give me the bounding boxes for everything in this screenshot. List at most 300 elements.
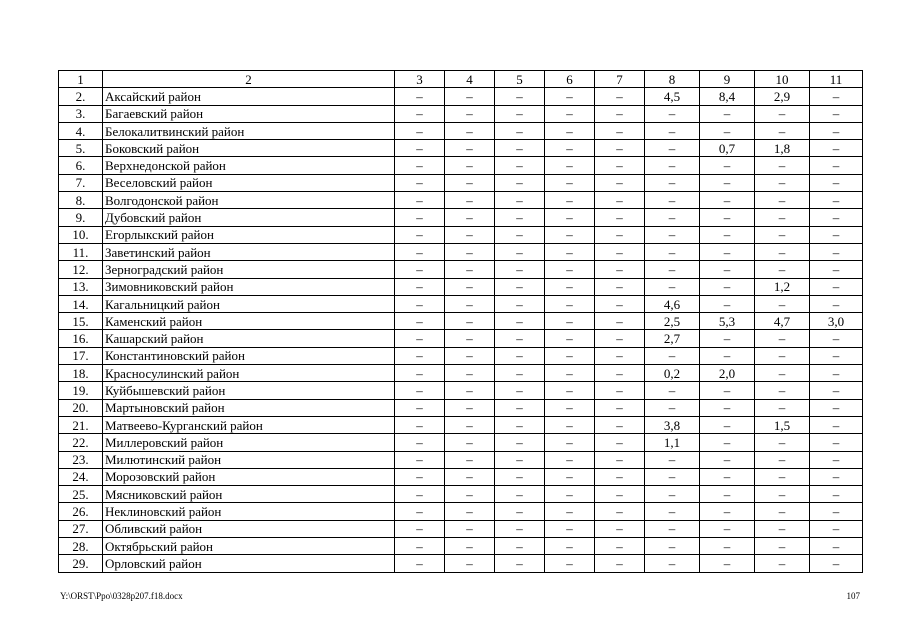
- value-cell: –: [595, 555, 645, 572]
- value-cell: –: [595, 468, 645, 485]
- value-cell: –: [445, 347, 495, 364]
- value-cell: 2,5: [645, 313, 700, 330]
- value-cell: –: [595, 157, 645, 174]
- value-cell: –: [445, 209, 495, 226]
- value-cell: –: [645, 174, 700, 191]
- value-cell: –: [545, 105, 595, 122]
- table-row: [59, 313, 863, 330]
- value-cell: 1,8: [755, 140, 810, 157]
- value-cell: –: [755, 555, 810, 572]
- value-cell: –: [595, 192, 645, 209]
- column-header: 9: [700, 71, 755, 88]
- value-cell: –: [495, 313, 545, 330]
- column-header: 2: [103, 71, 395, 88]
- value-cell: –: [700, 209, 755, 226]
- value-cell: –: [495, 555, 545, 572]
- column-header: 5: [495, 71, 545, 88]
- row-number-cell: 10.: [59, 226, 103, 243]
- district-name-cell: Боковский район: [103, 140, 395, 157]
- value-cell: –: [755, 451, 810, 468]
- value-cell: –: [395, 486, 445, 503]
- value-cell: –: [810, 261, 863, 278]
- value-cell: –: [700, 261, 755, 278]
- value-cell: –: [700, 382, 755, 399]
- row-number-cell: 2.: [59, 88, 103, 105]
- value-cell: –: [445, 451, 495, 468]
- value-cell: –: [645, 382, 700, 399]
- value-cell: –: [545, 555, 595, 572]
- value-cell: –: [495, 278, 545, 295]
- value-cell: –: [645, 243, 700, 260]
- value-cell: –: [810, 192, 863, 209]
- value-cell: –: [445, 295, 495, 312]
- value-cell: –: [395, 192, 445, 209]
- district-name-cell: Красносулинский район: [103, 365, 395, 382]
- district-name-cell: Кашарский район: [103, 330, 395, 347]
- value-cell: –: [595, 140, 645, 157]
- value-cell: –: [445, 157, 495, 174]
- value-cell: –: [495, 399, 545, 416]
- value-cell: –: [810, 416, 863, 433]
- value-cell: –: [595, 503, 645, 520]
- value-cell: –: [445, 330, 495, 347]
- value-cell: –: [700, 278, 755, 295]
- value-cell: –: [445, 486, 495, 503]
- value-cell: –: [755, 382, 810, 399]
- value-cell: –: [495, 192, 545, 209]
- value-cell: –: [595, 347, 645, 364]
- value-cell: –: [755, 468, 810, 485]
- row-number-cell: 22.: [59, 434, 103, 451]
- value-cell: –: [595, 278, 645, 295]
- value-cell: –: [810, 140, 863, 157]
- value-cell: –: [810, 538, 863, 555]
- value-cell: –: [810, 295, 863, 312]
- value-cell: –: [545, 157, 595, 174]
- value-cell: –: [700, 451, 755, 468]
- value-cell: –: [645, 122, 700, 139]
- column-header: 11: [810, 71, 863, 88]
- value-cell: –: [645, 538, 700, 555]
- value-cell: –: [545, 347, 595, 364]
- value-cell: –: [595, 295, 645, 312]
- table-row: [59, 416, 863, 433]
- value-cell: –: [755, 538, 810, 555]
- value-cell: –: [755, 295, 810, 312]
- value-cell: –: [810, 434, 863, 451]
- value-cell: –: [755, 486, 810, 503]
- value-cell: –: [700, 192, 755, 209]
- value-cell: –: [810, 486, 863, 503]
- value-cell: –: [645, 520, 700, 537]
- value-cell: –: [545, 365, 595, 382]
- value-cell: –: [810, 399, 863, 416]
- value-cell: –: [645, 451, 700, 468]
- value-cell: –: [595, 122, 645, 139]
- district-name-cell: Егорлыкский район: [103, 226, 395, 243]
- value-cell: 2,9: [755, 88, 810, 105]
- district-name-cell: Аксайский район: [103, 88, 395, 105]
- value-cell: –: [810, 347, 863, 364]
- value-cell: –: [445, 140, 495, 157]
- table-row: [59, 243, 863, 260]
- value-cell: –: [495, 434, 545, 451]
- value-cell: –: [645, 503, 700, 520]
- value-cell: –: [645, 399, 700, 416]
- value-cell: –: [395, 88, 445, 105]
- value-cell: –: [545, 399, 595, 416]
- value-cell: –: [395, 313, 445, 330]
- value-cell: –: [700, 486, 755, 503]
- value-cell: –: [700, 520, 755, 537]
- value-cell: –: [495, 122, 545, 139]
- value-cell: –: [645, 226, 700, 243]
- value-cell: –: [545, 192, 595, 209]
- value-cell: –: [545, 209, 595, 226]
- row-number-cell: 23.: [59, 451, 103, 468]
- value-cell: –: [445, 192, 495, 209]
- table-row: [59, 503, 863, 520]
- value-cell: –: [595, 416, 645, 433]
- value-cell: –: [595, 520, 645, 537]
- value-cell: –: [495, 140, 545, 157]
- value-cell: –: [755, 209, 810, 226]
- value-cell: –: [445, 382, 495, 399]
- table-row: [59, 451, 863, 468]
- table-row: [59, 520, 863, 537]
- value-cell: –: [395, 105, 445, 122]
- value-cell: –: [755, 503, 810, 520]
- table-row: [59, 347, 863, 364]
- value-cell: –: [645, 555, 700, 572]
- value-cell: –: [495, 416, 545, 433]
- value-cell: –: [700, 538, 755, 555]
- value-cell: –: [445, 520, 495, 537]
- value-cell: –: [810, 555, 863, 572]
- row-number-cell: 7.: [59, 174, 103, 191]
- value-cell: –: [395, 122, 445, 139]
- value-cell: 4,7: [755, 313, 810, 330]
- value-cell: 2,0: [700, 365, 755, 382]
- table-row: [59, 88, 863, 105]
- value-cell: –: [395, 538, 445, 555]
- value-cell: –: [495, 538, 545, 555]
- value-cell: –: [595, 451, 645, 468]
- row-number-cell: 6.: [59, 157, 103, 174]
- value-cell: –: [700, 468, 755, 485]
- row-number-cell: 8.: [59, 192, 103, 209]
- value-cell: –: [445, 503, 495, 520]
- value-cell: –: [810, 209, 863, 226]
- value-cell: –: [545, 278, 595, 295]
- value-cell: –: [545, 261, 595, 278]
- district-name-cell: Волгодонской район: [103, 192, 395, 209]
- row-number-cell: 15.: [59, 313, 103, 330]
- value-cell: –: [645, 486, 700, 503]
- value-cell: –: [755, 347, 810, 364]
- value-cell: –: [700, 295, 755, 312]
- row-number-cell: 9.: [59, 209, 103, 226]
- value-cell: –: [495, 347, 545, 364]
- value-cell: –: [545, 434, 595, 451]
- district-name-cell: Веселовский район: [103, 174, 395, 191]
- value-cell: –: [395, 555, 445, 572]
- value-cell: –: [495, 503, 545, 520]
- value-cell: –: [810, 243, 863, 260]
- value-cell: –: [495, 382, 545, 399]
- value-cell: –: [395, 347, 445, 364]
- row-number-cell: 25.: [59, 486, 103, 503]
- row-number-cell: 13.: [59, 278, 103, 295]
- value-cell: –: [445, 261, 495, 278]
- value-cell: –: [700, 243, 755, 260]
- column-header: 10: [755, 71, 810, 88]
- table-row: [59, 538, 863, 555]
- value-cell: –: [445, 555, 495, 572]
- district-name-cell: Заветинский район: [103, 243, 395, 260]
- value-cell: –: [395, 140, 445, 157]
- data-table: [58, 70, 863, 573]
- value-cell: –: [700, 416, 755, 433]
- value-cell: –: [445, 174, 495, 191]
- district-name-cell: Мартыновский район: [103, 399, 395, 416]
- value-cell: –: [595, 382, 645, 399]
- value-cell: –: [445, 278, 495, 295]
- value-cell: –: [700, 105, 755, 122]
- value-cell: –: [395, 451, 445, 468]
- value-cell: –: [545, 330, 595, 347]
- table-row: [59, 295, 863, 312]
- value-cell: –: [545, 416, 595, 433]
- value-cell: –: [545, 538, 595, 555]
- table-row: [59, 105, 863, 122]
- value-cell: 1,5: [755, 416, 810, 433]
- table-body: [59, 71, 863, 573]
- value-cell: –: [545, 486, 595, 503]
- value-cell: –: [545, 520, 595, 537]
- value-cell: –: [755, 157, 810, 174]
- value-cell: –: [595, 88, 645, 105]
- value-cell: –: [395, 399, 445, 416]
- value-cell: –: [395, 209, 445, 226]
- value-cell: –: [755, 261, 810, 278]
- value-cell: 3,8: [645, 416, 700, 433]
- value-cell: –: [545, 313, 595, 330]
- value-cell: –: [395, 520, 445, 537]
- value-cell: –: [810, 451, 863, 468]
- footer-page-number: 107: [846, 591, 860, 601]
- table-row: [59, 122, 863, 139]
- value-cell: –: [545, 382, 595, 399]
- table-row: [59, 555, 863, 572]
- value-cell: –: [595, 538, 645, 555]
- value-cell: –: [545, 88, 595, 105]
- value-cell: –: [700, 330, 755, 347]
- value-cell: –: [445, 105, 495, 122]
- row-number-cell: 26.: [59, 503, 103, 520]
- column-header: 6: [545, 71, 595, 88]
- value-cell: –: [645, 278, 700, 295]
- table-row: [59, 140, 863, 157]
- row-number-cell: 11.: [59, 243, 103, 260]
- row-number-cell: 29.: [59, 555, 103, 572]
- value-cell: –: [755, 365, 810, 382]
- value-cell: –: [395, 468, 445, 485]
- value-cell: –: [645, 157, 700, 174]
- value-cell: –: [545, 451, 595, 468]
- value-cell: –: [395, 278, 445, 295]
- table-row: [59, 382, 863, 399]
- district-name-cell: Неклиновский район: [103, 503, 395, 520]
- value-cell: –: [755, 243, 810, 260]
- value-cell: –: [395, 157, 445, 174]
- value-cell: –: [495, 88, 545, 105]
- district-name-cell: Верхнедонской район: [103, 157, 395, 174]
- row-number-cell: 17.: [59, 347, 103, 364]
- value-cell: –: [595, 105, 645, 122]
- value-cell: 4,5: [645, 88, 700, 105]
- value-cell: –: [700, 157, 755, 174]
- row-number-cell: 4.: [59, 122, 103, 139]
- value-cell: –: [395, 365, 445, 382]
- table-row: [59, 365, 863, 382]
- value-cell: –: [700, 399, 755, 416]
- value-cell: –: [445, 243, 495, 260]
- table-row: [59, 330, 863, 347]
- value-cell: –: [395, 261, 445, 278]
- value-cell: 0,2: [645, 365, 700, 382]
- value-cell: –: [755, 105, 810, 122]
- value-cell: –: [545, 226, 595, 243]
- value-cell: –: [545, 503, 595, 520]
- value-cell: –: [445, 468, 495, 485]
- row-number-cell: 21.: [59, 416, 103, 433]
- value-cell: –: [395, 382, 445, 399]
- district-name-cell: Зерноградский район: [103, 261, 395, 278]
- value-cell: 1,2: [755, 278, 810, 295]
- value-cell: –: [595, 486, 645, 503]
- value-cell: –: [495, 174, 545, 191]
- district-name-cell: Морозовский район: [103, 468, 395, 485]
- district-name-cell: Матвеево-Курганский район: [103, 416, 395, 433]
- value-cell: –: [495, 451, 545, 468]
- value-cell: –: [755, 174, 810, 191]
- district-name-cell: Миллеровский район: [103, 434, 395, 451]
- value-cell: –: [700, 174, 755, 191]
- value-cell: –: [445, 226, 495, 243]
- value-cell: –: [595, 226, 645, 243]
- value-cell: –: [595, 330, 645, 347]
- value-cell: –: [755, 434, 810, 451]
- value-cell: –: [395, 434, 445, 451]
- district-name-cell: Куйбышевский район: [103, 382, 395, 399]
- value-cell: 8,4: [700, 88, 755, 105]
- column-header: 3: [395, 71, 445, 88]
- value-cell: –: [545, 468, 595, 485]
- column-header: 7: [595, 71, 645, 88]
- value-cell: –: [495, 365, 545, 382]
- table-row: [59, 399, 863, 416]
- value-cell: –: [810, 88, 863, 105]
- value-cell: –: [700, 122, 755, 139]
- value-cell: –: [755, 192, 810, 209]
- row-number-cell: 18.: [59, 365, 103, 382]
- value-cell: –: [445, 416, 495, 433]
- row-number-cell: 19.: [59, 382, 103, 399]
- column-header: 1: [59, 71, 103, 88]
- value-cell: 4,6: [645, 295, 700, 312]
- value-cell: –: [645, 209, 700, 226]
- value-cell: –: [645, 105, 700, 122]
- table-row: [59, 468, 863, 485]
- value-cell: –: [545, 295, 595, 312]
- row-number-cell: 14.: [59, 295, 103, 312]
- value-cell: –: [810, 365, 863, 382]
- table-row: [59, 192, 863, 209]
- value-cell: –: [810, 226, 863, 243]
- value-cell: –: [595, 261, 645, 278]
- value-cell: –: [445, 313, 495, 330]
- table-row: [59, 226, 863, 243]
- value-cell: –: [495, 295, 545, 312]
- row-number-cell: 5.: [59, 140, 103, 157]
- value-cell: –: [395, 226, 445, 243]
- value-cell: –: [700, 434, 755, 451]
- value-cell: –: [700, 555, 755, 572]
- table-row: [59, 434, 863, 451]
- table-row: [59, 278, 863, 295]
- value-cell: –: [395, 174, 445, 191]
- value-cell: –: [810, 382, 863, 399]
- district-name-cell: Константиновский район: [103, 347, 395, 364]
- value-cell: –: [495, 157, 545, 174]
- value-cell: –: [810, 105, 863, 122]
- district-name-cell: Багаевский район: [103, 105, 395, 122]
- value-cell: –: [810, 174, 863, 191]
- district-name-cell: Дубовский район: [103, 209, 395, 226]
- row-number-cell: 12.: [59, 261, 103, 278]
- value-cell: –: [395, 503, 445, 520]
- table-row: [59, 261, 863, 278]
- district-name-cell: Мясниковский район: [103, 486, 395, 503]
- value-cell: –: [595, 365, 645, 382]
- value-cell: –: [700, 226, 755, 243]
- value-cell: 2,7: [645, 330, 700, 347]
- district-name-cell: Обливский район: [103, 520, 395, 537]
- value-cell: –: [755, 399, 810, 416]
- value-cell: –: [645, 192, 700, 209]
- value-cell: –: [495, 486, 545, 503]
- value-cell: –: [445, 88, 495, 105]
- table-row: [59, 486, 863, 503]
- district-name-cell: Орловский район: [103, 555, 395, 572]
- value-cell: –: [755, 226, 810, 243]
- value-cell: 1,1: [645, 434, 700, 451]
- value-cell: –: [645, 468, 700, 485]
- value-cell: –: [755, 330, 810, 347]
- table-row: [59, 174, 863, 191]
- table-header-row: [59, 71, 863, 88]
- value-cell: –: [495, 105, 545, 122]
- value-cell: –: [545, 243, 595, 260]
- value-cell: –: [645, 261, 700, 278]
- value-cell: –: [495, 520, 545, 537]
- table-row: [59, 157, 863, 174]
- value-cell: –: [395, 243, 445, 260]
- value-cell: –: [810, 122, 863, 139]
- value-cell: –: [495, 330, 545, 347]
- value-cell: –: [595, 174, 645, 191]
